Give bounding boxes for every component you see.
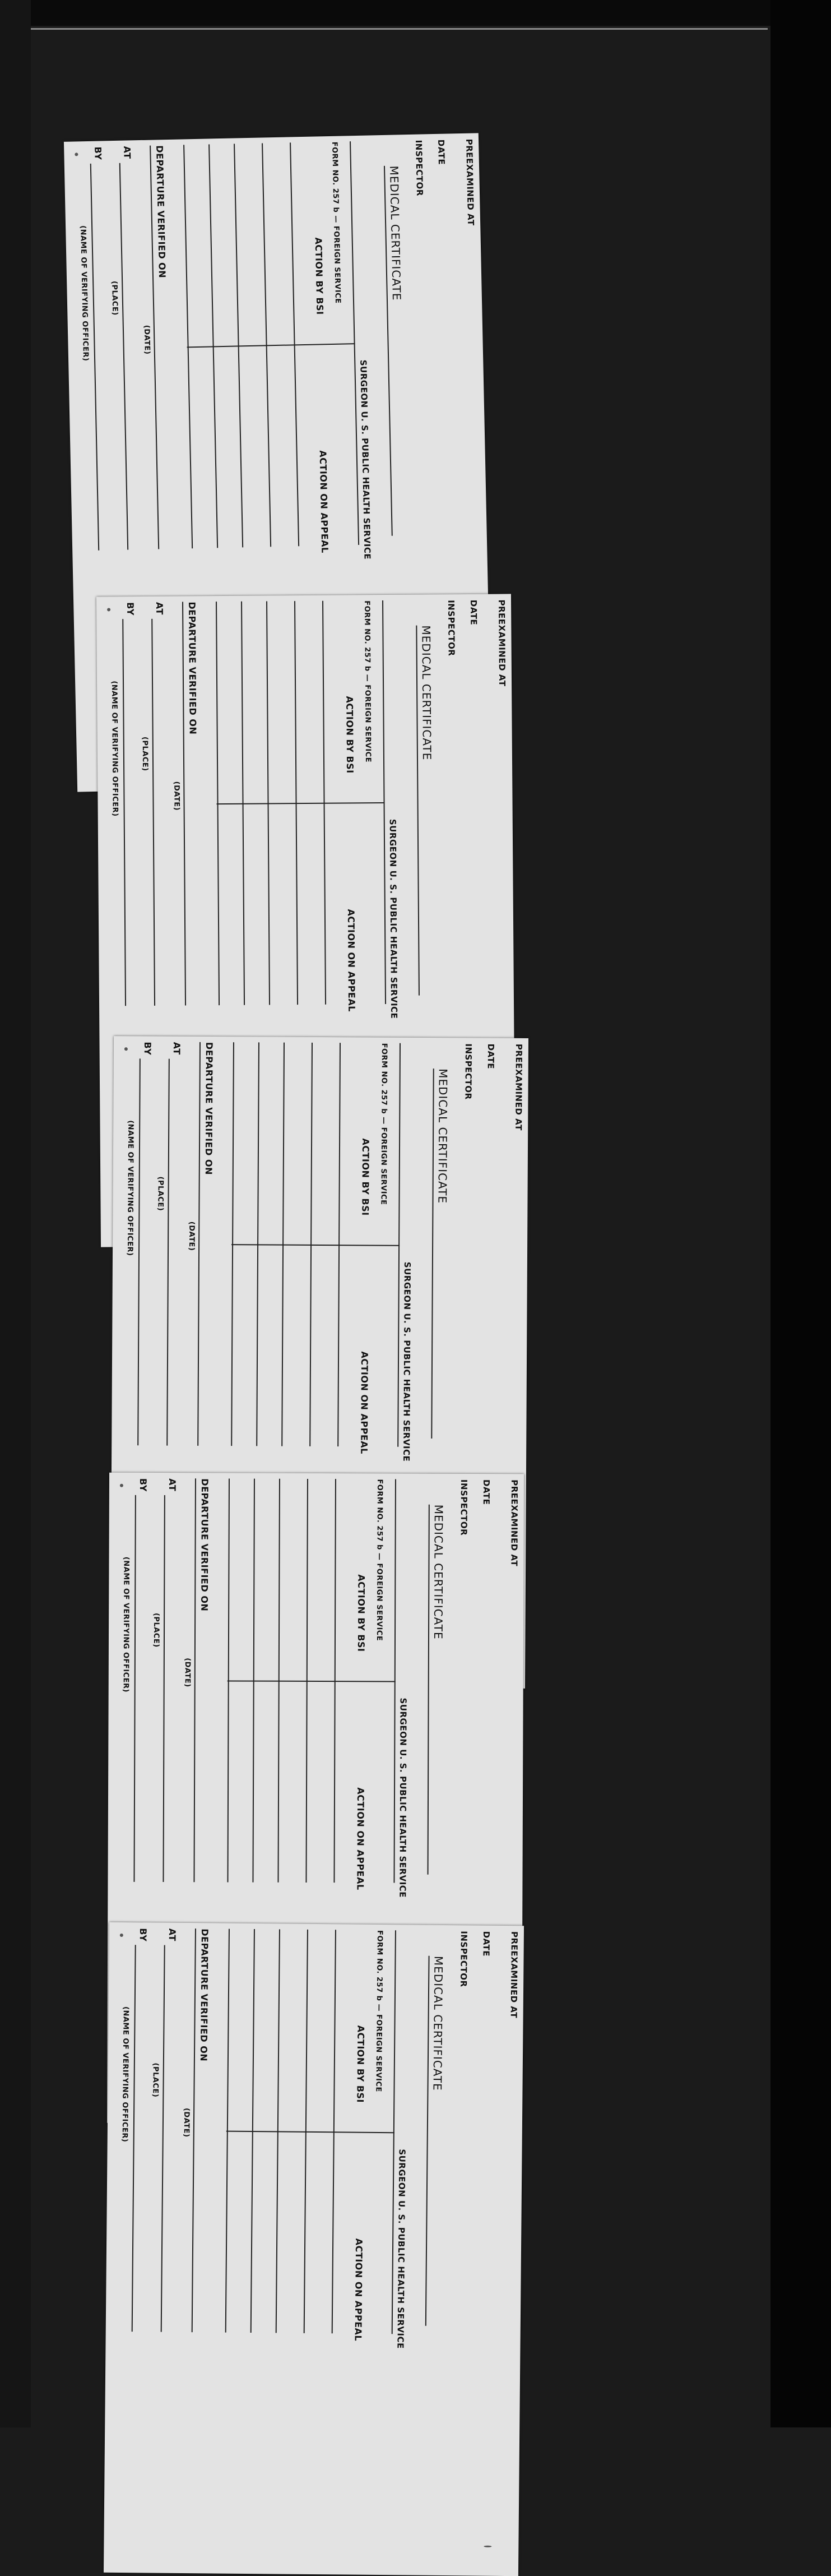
- date-label: DATE: [481, 1931, 491, 1957]
- officer-line: [132, 1945, 136, 2332]
- form-number-label: FORM NO. 257 b — FOREIGN SERVICE: [363, 600, 373, 763]
- film-top-edge: [0, 0, 831, 26]
- inspector-label: INSPECTOR: [463, 1043, 473, 1100]
- date-sub-label: (DATE): [182, 2107, 191, 2138]
- surgeon-label: SURGEON U. S. PUBLIC HEALTH SERVICE: [397, 1698, 408, 1898]
- certificate-title: MEDICAL CERTIFICATE: [430, 1955, 445, 2091]
- by-label: BY: [142, 1042, 153, 1056]
- officer-sub-label: (NAME OF VERIFYING OFFICER): [78, 225, 90, 362]
- inspector-label: INSPECTOR: [458, 1479, 469, 1536]
- date-label: DATE: [468, 599, 479, 626]
- action-bsi-label: ACTION BY BSI: [313, 237, 326, 315]
- at-label: AT: [154, 602, 165, 615]
- ink-spot: [120, 1934, 123, 1937]
- title-underline: [416, 626, 420, 996]
- place-sub-label: (PLACE): [140, 736, 150, 771]
- place-line: [163, 1495, 165, 1882]
- pen-mark: [484, 2546, 491, 2547]
- departure-line: [192, 1928, 196, 2332]
- inspector-label: INSPECTOR: [414, 140, 425, 197]
- action-appeal-label: ACTION ON APPEAL: [352, 2238, 365, 2342]
- certificate-title: MEDICAL CERTIFICATE: [419, 625, 434, 761]
- officer-line: [137, 1058, 141, 1445]
- ink-spot: [107, 608, 110, 611]
- surgeon-label: SURGEON U. S. PUBLIC HEALTH SERVICE: [387, 818, 400, 1019]
- action-bsi-label: ACTION BY BSI: [355, 1574, 367, 1652]
- film-left-rail: [0, 0, 31, 2427]
- place-sub-label: (PLACE): [156, 1176, 165, 1211]
- preexamined-label: PREEXAMINED AT: [508, 1931, 519, 2019]
- ink-spot: [124, 1047, 128, 1051]
- at-label: AT: [166, 1478, 178, 1492]
- action-appeal-label: ACTION ON APPEAL: [317, 450, 331, 553]
- preexamined-label: PREEXAMINED AT: [509, 1479, 519, 1567]
- inspector-label: INSPECTOR: [458, 1931, 469, 1987]
- departure-line: [193, 1478, 196, 1882]
- departure-label: DEPARTURE VERIFIED ON: [198, 1928, 210, 2062]
- place-line: [151, 619, 155, 1006]
- departure-line: [197, 1042, 201, 1446]
- officer-line: [122, 619, 126, 1006]
- date-label: DATE: [435, 139, 447, 165]
- surgeon-label: SURGEON U. S. PUBLIC HEALTH SERVICE: [358, 359, 373, 560]
- preexamined-label: PREEXAMINED AT: [463, 138, 476, 226]
- surgeon-label: SURGEON U. S. PUBLIC HEALTH SERVICE: [401, 1261, 412, 1462]
- date-sub-label: (DATE): [183, 1658, 192, 1687]
- departure-line: [182, 602, 186, 1006]
- by-label: BY: [92, 146, 104, 160]
- place-sub-label: (PLACE): [151, 2062, 160, 2098]
- title-underline: [428, 1505, 430, 1875]
- by-label: BY: [137, 1928, 148, 1942]
- title-underline: [425, 1956, 430, 2326]
- place-sub-label: (PLACE): [110, 280, 119, 316]
- by-label: BY: [137, 1478, 148, 1492]
- ink-spot: [120, 1484, 123, 1487]
- grid-divider: [228, 1680, 396, 1682]
- action-appeal-label: ACTION ON APPEAL: [359, 1351, 370, 1454]
- date-sub-label: (DATE): [142, 325, 151, 355]
- at-label: AT: [122, 146, 133, 159]
- place-line: [161, 1945, 165, 2332]
- place-line: [119, 163, 128, 550]
- title-underline: [431, 1069, 434, 1439]
- date-label: DATE: [481, 1479, 491, 1505]
- officer-line: [90, 164, 99, 551]
- inspector-label: INSPECTOR: [446, 600, 457, 656]
- form-number-label: FORM NO. 257 b — FOREIGN SERVICE: [374, 1930, 384, 2092]
- place-sub-label: (PLACE): [151, 1612, 161, 1648]
- departure-label: DEPARTURE VERIFIED ON: [199, 1478, 210, 1612]
- action-appeal-label: ACTION ON APPEAL: [355, 1787, 366, 1890]
- preexamined-label: PREEXAMINED AT: [513, 1043, 524, 1131]
- at-label: AT: [166, 1928, 178, 1941]
- medical-certificate-card: [104, 1922, 524, 2576]
- officer-line: [133, 1495, 136, 1882]
- preexamined-label: PREEXAMINED AT: [496, 599, 508, 687]
- form-number-label: FORM NO. 257 b — FOREIGN SERVICE: [379, 1043, 388, 1205]
- certificate-title: MEDICAL CERTIFICATE: [435, 1069, 450, 1204]
- departure-label: DEPARTURE VERIFIED ON: [187, 602, 198, 735]
- officer-sub-label: (NAME OF VERIFYING OFFICER): [120, 2006, 130, 2143]
- departure-label: DEPARTURE VERIFIED ON: [203, 1042, 215, 1175]
- date-sub-label: (DATE): [172, 781, 181, 811]
- form-number-label: FORM NO. 257 b — FOREIGN SERVICE: [330, 141, 342, 304]
- at-label: AT: [171, 1042, 182, 1055]
- action-bsi-label: ACTION BY BSI: [355, 2025, 366, 2103]
- departure-label: DEPARTURE VERIFIED ON: [154, 145, 168, 279]
- form-number-label: FORM NO. 257 b — FOREIGN SERVICE: [374, 1479, 384, 1641]
- certificate-title: MEDICAL CERTIFICATE: [431, 1504, 445, 1640]
- film-right-rail: [770, 0, 831, 2427]
- certificate-title: MEDICAL CERTIFICATE: [387, 165, 403, 301]
- date-label: DATE: [485, 1043, 496, 1070]
- grid-divider: [231, 1244, 400, 1246]
- officer-sub-label: (NAME OF VERIFYING OFFICER): [125, 1120, 135, 1256]
- by-label: BY: [125, 602, 136, 616]
- action-appeal-label: ACTION ON APPEAL: [345, 909, 358, 1012]
- ink-spot: [75, 152, 78, 156]
- date-sub-label: (DATE): [187, 1221, 196, 1251]
- place-line: [166, 1059, 170, 1446]
- surgeon-label: SURGEON U. S. PUBLIC HEALTH SERVICE: [395, 2149, 407, 2349]
- card-content: [104, 1922, 524, 2576]
- action-bsi-label: ACTION BY BSI: [360, 1138, 372, 1216]
- film-scratch-line: [0, 28, 768, 30]
- action-bsi-label: ACTION BY BSI: [344, 696, 356, 774]
- officer-sub-label: (NAME OF VERIFYING OFFICER): [121, 1556, 131, 1693]
- officer-sub-label: (NAME OF VERIFYING OFFICER): [110, 681, 119, 817]
